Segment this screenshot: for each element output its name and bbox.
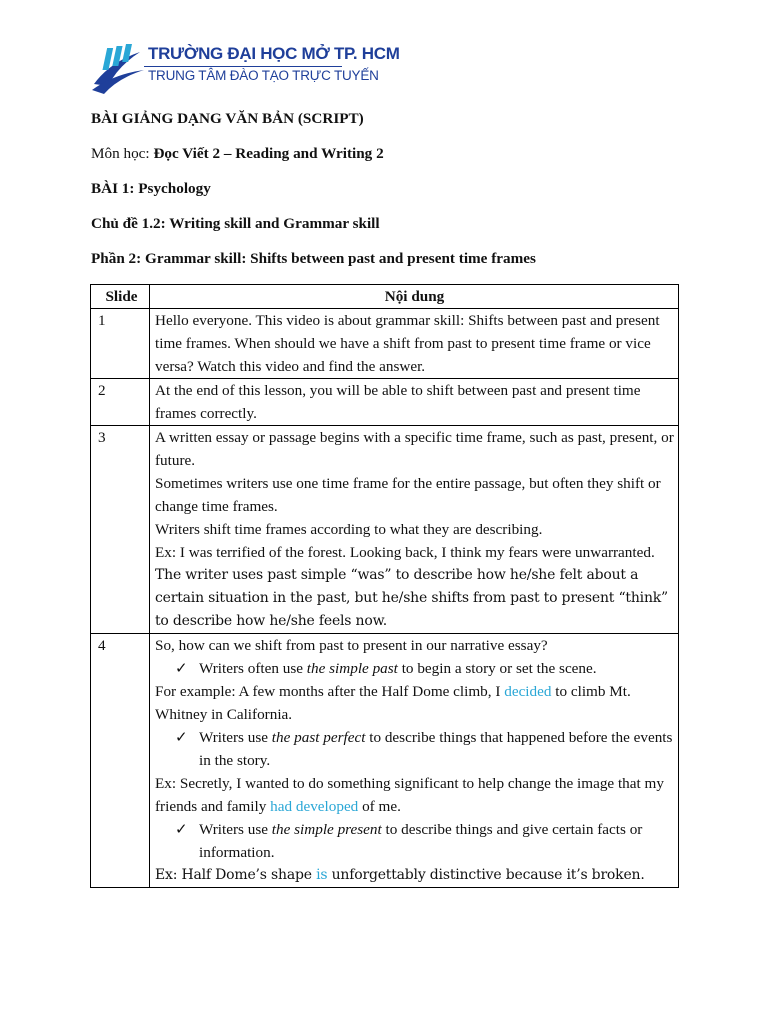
table-row bbox=[91, 426, 679, 634]
slide-content bbox=[150, 634, 679, 888]
content-paragraph: Writers shift time frames according to what they are describing. bbox=[155, 521, 543, 538]
university-logo bbox=[88, 42, 400, 100]
document-title: BÀI GIẢNG DẠNG VĂN BẢN (SCRIPT) bbox=[91, 110, 364, 127]
content-paragraph: The writer uses past simple “was” to describe how he/she felt about a certain situation in the past, but he/she shifts from past to present “think” to describe how he/she feels now. bbox=[155, 567, 668, 629]
script-table bbox=[90, 284, 679, 888]
example-text: For example: A few months after the Half Dome climb, I bbox=[155, 683, 505, 700]
emphasis-text: the simple present bbox=[271, 821, 382, 838]
logo-university-name: TRƯỜNG ĐẠI HỌC MỞ TP. HCM bbox=[148, 44, 400, 63]
checklist-item bbox=[155, 818, 674, 864]
checkmark-icon: ✓ bbox=[175, 660, 188, 677]
part-heading: Phần 2: Grammar skill: Shifts between past and present time frames bbox=[91, 250, 536, 267]
subject-label: Môn học: bbox=[91, 145, 150, 162]
slide-number: 2 bbox=[91, 379, 150, 426]
checklist-text: to describe things and give certain facts or information. bbox=[199, 821, 643, 861]
content-paragraph: So, how can we shift from past to present in our narrative essay? bbox=[155, 637, 548, 654]
example-sentence bbox=[155, 680, 674, 726]
content-paragraph: Hello everyone. This video is about grammar skill: Shifts between past and present time frames. When should we have a shift from past to present time frame or vice versa? Watch this video and find the answer. bbox=[155, 312, 660, 375]
slide-number: 1 bbox=[91, 309, 150, 379]
checklist-text: Writers use bbox=[199, 821, 272, 838]
slide-number: 3 bbox=[91, 426, 150, 634]
subject-value: Đọc Viết 2 – Reading and Writing 2 bbox=[153, 145, 384, 162]
table-row bbox=[91, 309, 679, 379]
example-sentence bbox=[155, 772, 674, 818]
checklist-text: to begin a story or set the scene. bbox=[397, 660, 597, 677]
example-text: of me. bbox=[358, 798, 401, 815]
column-header-content: Nội dung bbox=[150, 285, 679, 309]
content-paragraph: At the end of this lesson, you will be able to shift between past and present time frames correctly. bbox=[155, 382, 641, 422]
highlighted-verb: had developed bbox=[270, 798, 359, 815]
checklist-item bbox=[155, 657, 674, 680]
logo-center-name: TRUNG TÂM ĐÀO TẠO TRỰC TUYẾN bbox=[148, 68, 379, 83]
slide-content bbox=[150, 426, 679, 634]
example-text: to climb Mt. Whitney in California. bbox=[155, 683, 631, 723]
slide-number: 4 bbox=[91, 634, 150, 888]
highlighted-verb: is bbox=[316, 867, 328, 883]
book-logo-icon bbox=[88, 44, 146, 98]
highlighted-verb: decided bbox=[504, 683, 552, 700]
checklist-text: Writers use bbox=[199, 729, 272, 746]
subject-line bbox=[91, 145, 384, 163]
example-text: Ex: Half Dome’s shape bbox=[155, 867, 317, 883]
lesson-heading: BÀI 1: Psychology bbox=[91, 180, 211, 197]
column-header-slide: Slide bbox=[91, 285, 150, 309]
table-header-row bbox=[91, 285, 679, 309]
checklist-item bbox=[155, 726, 674, 772]
checkmark-icon: ✓ bbox=[175, 729, 188, 746]
checklist-text: Writers often use bbox=[199, 660, 307, 677]
table-row bbox=[91, 634, 679, 888]
checklist-text: to describe things that happened before the events in the story. bbox=[199, 729, 673, 769]
example-text: unforgettably distinctive because it’s broken. bbox=[327, 867, 645, 883]
content-paragraph: Sometimes writers use one time frame for the entire passage, but often they shift or change time frames. bbox=[155, 475, 661, 515]
logo-divider bbox=[144, 66, 342, 67]
checkmark-icon: ✓ bbox=[175, 821, 188, 838]
example-text: Ex: Secretly, I wanted to do something significant to help change the image that my friends and family bbox=[155, 775, 664, 815]
emphasis-text: the simple past bbox=[306, 660, 398, 677]
example-sentence bbox=[155, 864, 674, 887]
slide-content bbox=[150, 379, 679, 426]
content-paragraph: A written essay or passage begins with a specific time frame, such as past, present, or future. bbox=[155, 429, 674, 469]
emphasis-text: the past perfect bbox=[271, 729, 366, 746]
topic-heading: Chủ đề 1.2: Writing skill and Grammar skill bbox=[91, 215, 380, 232]
slide-content bbox=[150, 309, 679, 379]
table-row bbox=[91, 379, 679, 426]
example-sentence: Ex: I was terrified of the forest. Looking back, I think my fears were unwarranted. bbox=[155, 544, 655, 561]
